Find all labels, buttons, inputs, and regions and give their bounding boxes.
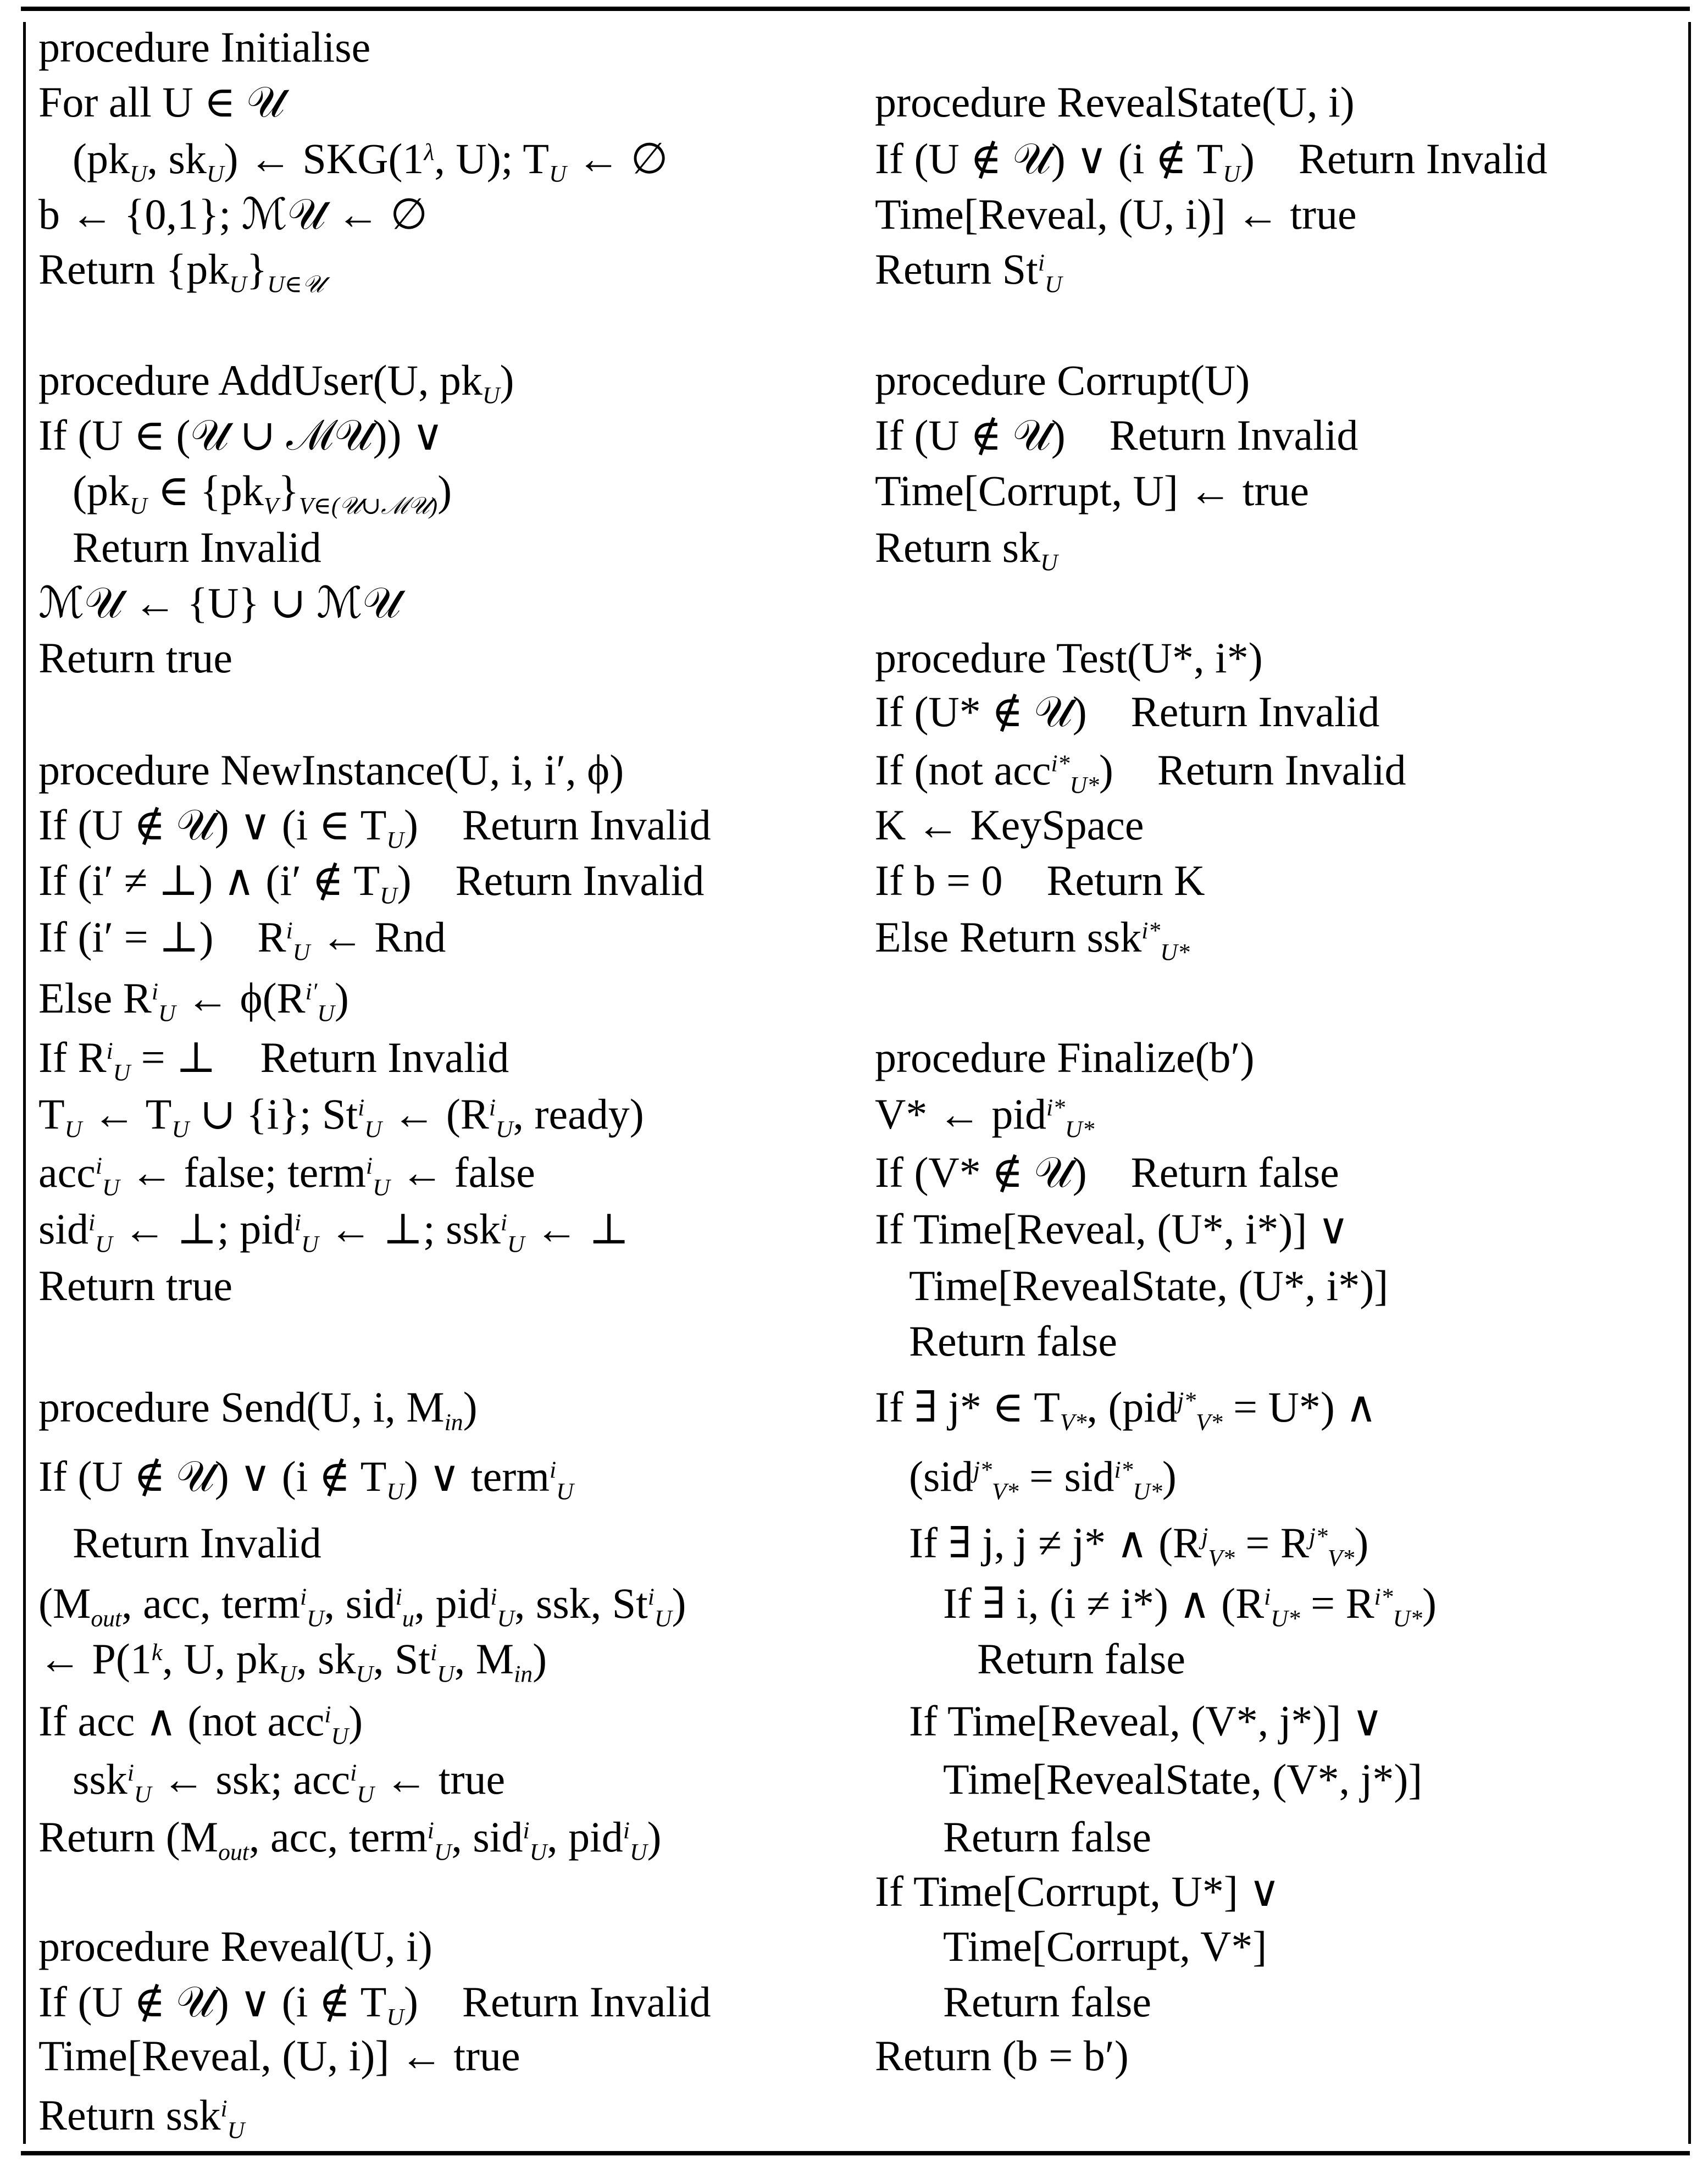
right-border	[1688, 22, 1691, 2144]
pseudocode-line: If ∃ j, j ≠ j* ∧ $(R^j_{V*} = R^{j*}_{V*})$	[909, 1519, 1369, 1572]
pseudocode-line: ℳ𝒰 ← {U} ∪ ℳ𝒰	[38, 579, 401, 627]
pseudocode-line: ($M_{out}$, acc, term$^i_U$, sid$^i_u$, pid$^i_U$, ssk, $St^i_U$)	[38, 1579, 686, 1632]
pseudocode-line: ssk$^i_U$ ← ssk; acc$^i_U$ ← true	[73, 1755, 506, 1808]
pseudocode-line: Return $sk_U$	[875, 523, 1058, 576]
pseudocode-line: K ← KeySpace	[875, 801, 1144, 849]
pseudocode-line: ← P(1$^k$, U, $pk_U$, $sk_U$, $St^i_U$, $M_{in}$)	[38, 1635, 547, 1688]
pseudocode-line: If (U* ∉ 𝒰) Return Invalid	[875, 688, 1380, 736]
top-rule	[21, 7, 1690, 11]
pseudocode-line: For all U ∈ 𝒰	[38, 78, 285, 126]
pseudocode-line: Time[Reveal, (U, i)] ← true	[38, 2032, 520, 2080]
pseudocode-line: Return Invalid	[73, 1519, 321, 1567]
pseudocode-line: If (U ∉ 𝒰) Return Invalid	[875, 411, 1358, 459]
pseudocode-line: If (U ∉ 𝒰) ∨ (i ∉ $T_U$) Return Invalid	[875, 135, 1548, 187]
pseudocode-line: Time[RevealState, (U*, i*)]	[909, 1262, 1389, 1309]
pseudocode-line: Else $R^i_U$ ← $\phi(R^{i'}_U)$	[38, 974, 349, 1027]
pseudocode-line: Return false	[943, 1978, 1152, 2026]
pseudocode-line: Return true	[38, 1262, 233, 1309]
pseudocode-line: If (not acc$^{i*}_{U*}$) Return Invalid	[875, 746, 1406, 799]
procedure-header: procedure RevealState(U, i)	[875, 78, 1355, 126]
pseudocode-line: If $R^i_U$ = ⊥ Return Invalid	[38, 1033, 509, 1086]
procedure-header: procedure AddUser(U, $pk_U$)	[38, 356, 514, 409]
pseudocode-line: Return true	[38, 634, 233, 682]
pseudocode-line: If (U ∉ 𝒰) ∨ (i ∉ $T_U$) Return Invalid	[38, 1978, 711, 2031]
pseudocode-line: If acc ∧ (not acc$^i_U$)	[38, 1697, 363, 1750]
pseudocode-line: Return ($M_{out}$, acc, term$^i_U$, sid$^i_U$, pid$^i_U$)	[38, 1813, 662, 1866]
pseudocode-line: Time[Corrupt, U] ← true	[875, 467, 1310, 515]
pseudocode-line: acc$^i_U$ ← false; term$^i_U$ ← false	[38, 1148, 535, 1201]
pseudocode-line: If (U ∉ 𝒰) ∨ (i ∈ $T_U$) Return Invalid	[38, 801, 711, 854]
procedure-header: procedure NewInstance(U, i, i′, ϕ)	[38, 746, 624, 794]
pseudocode-line: If (i′ ≠ ⊥) ∧ (i′ ∉ $T_U$) Return Invalid	[38, 856, 705, 909]
pseudocode-line: If (U ∈ (𝒰 ∪ ℳ𝒰)) ∨	[38, 411, 444, 459]
procedure-header: procedure Finalize(b′)	[875, 1033, 1255, 1081]
pseudocode-line: If (i′ = ⊥) $R^i_U$ ← Rnd	[38, 913, 446, 966]
procedure-header: procedure Send(U, i, $M_{in}$)	[38, 1383, 478, 1436]
procedure-header: procedure Corrupt(U)	[875, 356, 1250, 404]
pseudocode-line: Return $\{pk_U\}_{U\in 𝒰}$	[38, 245, 324, 298]
pseudocode-line: If (V* ∉ 𝒰) Return false	[875, 1148, 1339, 1196]
pseudocode-line: Else Return ssk$^{i*}_{U*}$	[875, 913, 1190, 966]
pseudocode-line: Return false	[977, 1635, 1186, 1683]
pseudocode-line: ($pk_U$, $sk_U$) ← $SKG(1^\lambda$, U); $T_U$ ← ∅	[73, 135, 668, 187]
pseudocode-line: V* ← pid$^{i*}_{U*}$	[875, 1090, 1095, 1143]
procedure-header: procedure Reveal(U, i)	[38, 1922, 432, 1970]
pseudocode-line: Time[Reveal, (U, i)] ← true	[875, 190, 1357, 238]
pseudocode-line: Return $St^i_U$	[875, 245, 1062, 298]
pseudocode-line: Return false	[909, 1317, 1118, 1365]
pseudocode-line: If (U ∉ 𝒰) ∨ (i ∉ $T_U$) ∨ term$^i_U$	[38, 1452, 574, 1505]
pseudocode-line: Time[RevealState, (V*, j*)]	[943, 1755, 1423, 1803]
pseudocode-line: Return false	[943, 1813, 1152, 1861]
pseudocode-line: Return ssk$^i_U$	[38, 2091, 245, 2144]
pseudocode-line: Return (b = b′)	[875, 2032, 1129, 2080]
pseudocode-line: Time[Corrupt, V*]	[943, 1922, 1267, 1970]
procedure-header: procedure Initialise	[38, 23, 371, 71]
pseudocode-line: sid$^i_U$ ← ⊥; pid$^i_U$ ← ⊥; ssk$^i_U$ ← ⊥	[38, 1205, 629, 1258]
procedure-header: procedure Test(U*, i*)	[875, 634, 1263, 682]
pseudocode-line: Return Invalid	[73, 523, 321, 571]
pseudocode-line: If Time[Reveal, (U*, i*)] ∨	[875, 1205, 1349, 1253]
pseudocode-line: $T_U$ ← $T_U$ ∪ {i}; $St^i_U$ ← ($R^i_U$, ready)	[38, 1090, 644, 1143]
left-border	[23, 22, 26, 2144]
pseudocode-line: If b = 0 Return K	[875, 856, 1205, 904]
pseudocode-line: If ∃ i, (i ≠ i*) ∧ $(R^i_{U*} = R^{i*}_{U*})$	[943, 1579, 1437, 1632]
pseudocode-line: If Time[Reveal, (V*, j*)] ∨	[909, 1697, 1383, 1745]
pseudocode-line: (sid$^{j*}_{V*}$ = sid$^{i*}_{U*}$)	[909, 1452, 1177, 1505]
pseudocode-line: If Time[Corrupt, U*] ∨	[875, 1867, 1280, 1915]
bottom-rule	[21, 2151, 1690, 2155]
pseudocode-line: If ∃ j* ∈ $T_{V*}$, (pid$^{j*}_{V*}$ = U*) ∧	[875, 1383, 1377, 1436]
pseudocode-line: b ← {0,1}; ℳ𝒰 ← ∅	[38, 190, 428, 238]
pseudocode-line: ($pk_U$ ∈ $\{pk_V\}_{V\in(𝒰\cup ℳ𝒰)}$)	[73, 467, 452, 519]
